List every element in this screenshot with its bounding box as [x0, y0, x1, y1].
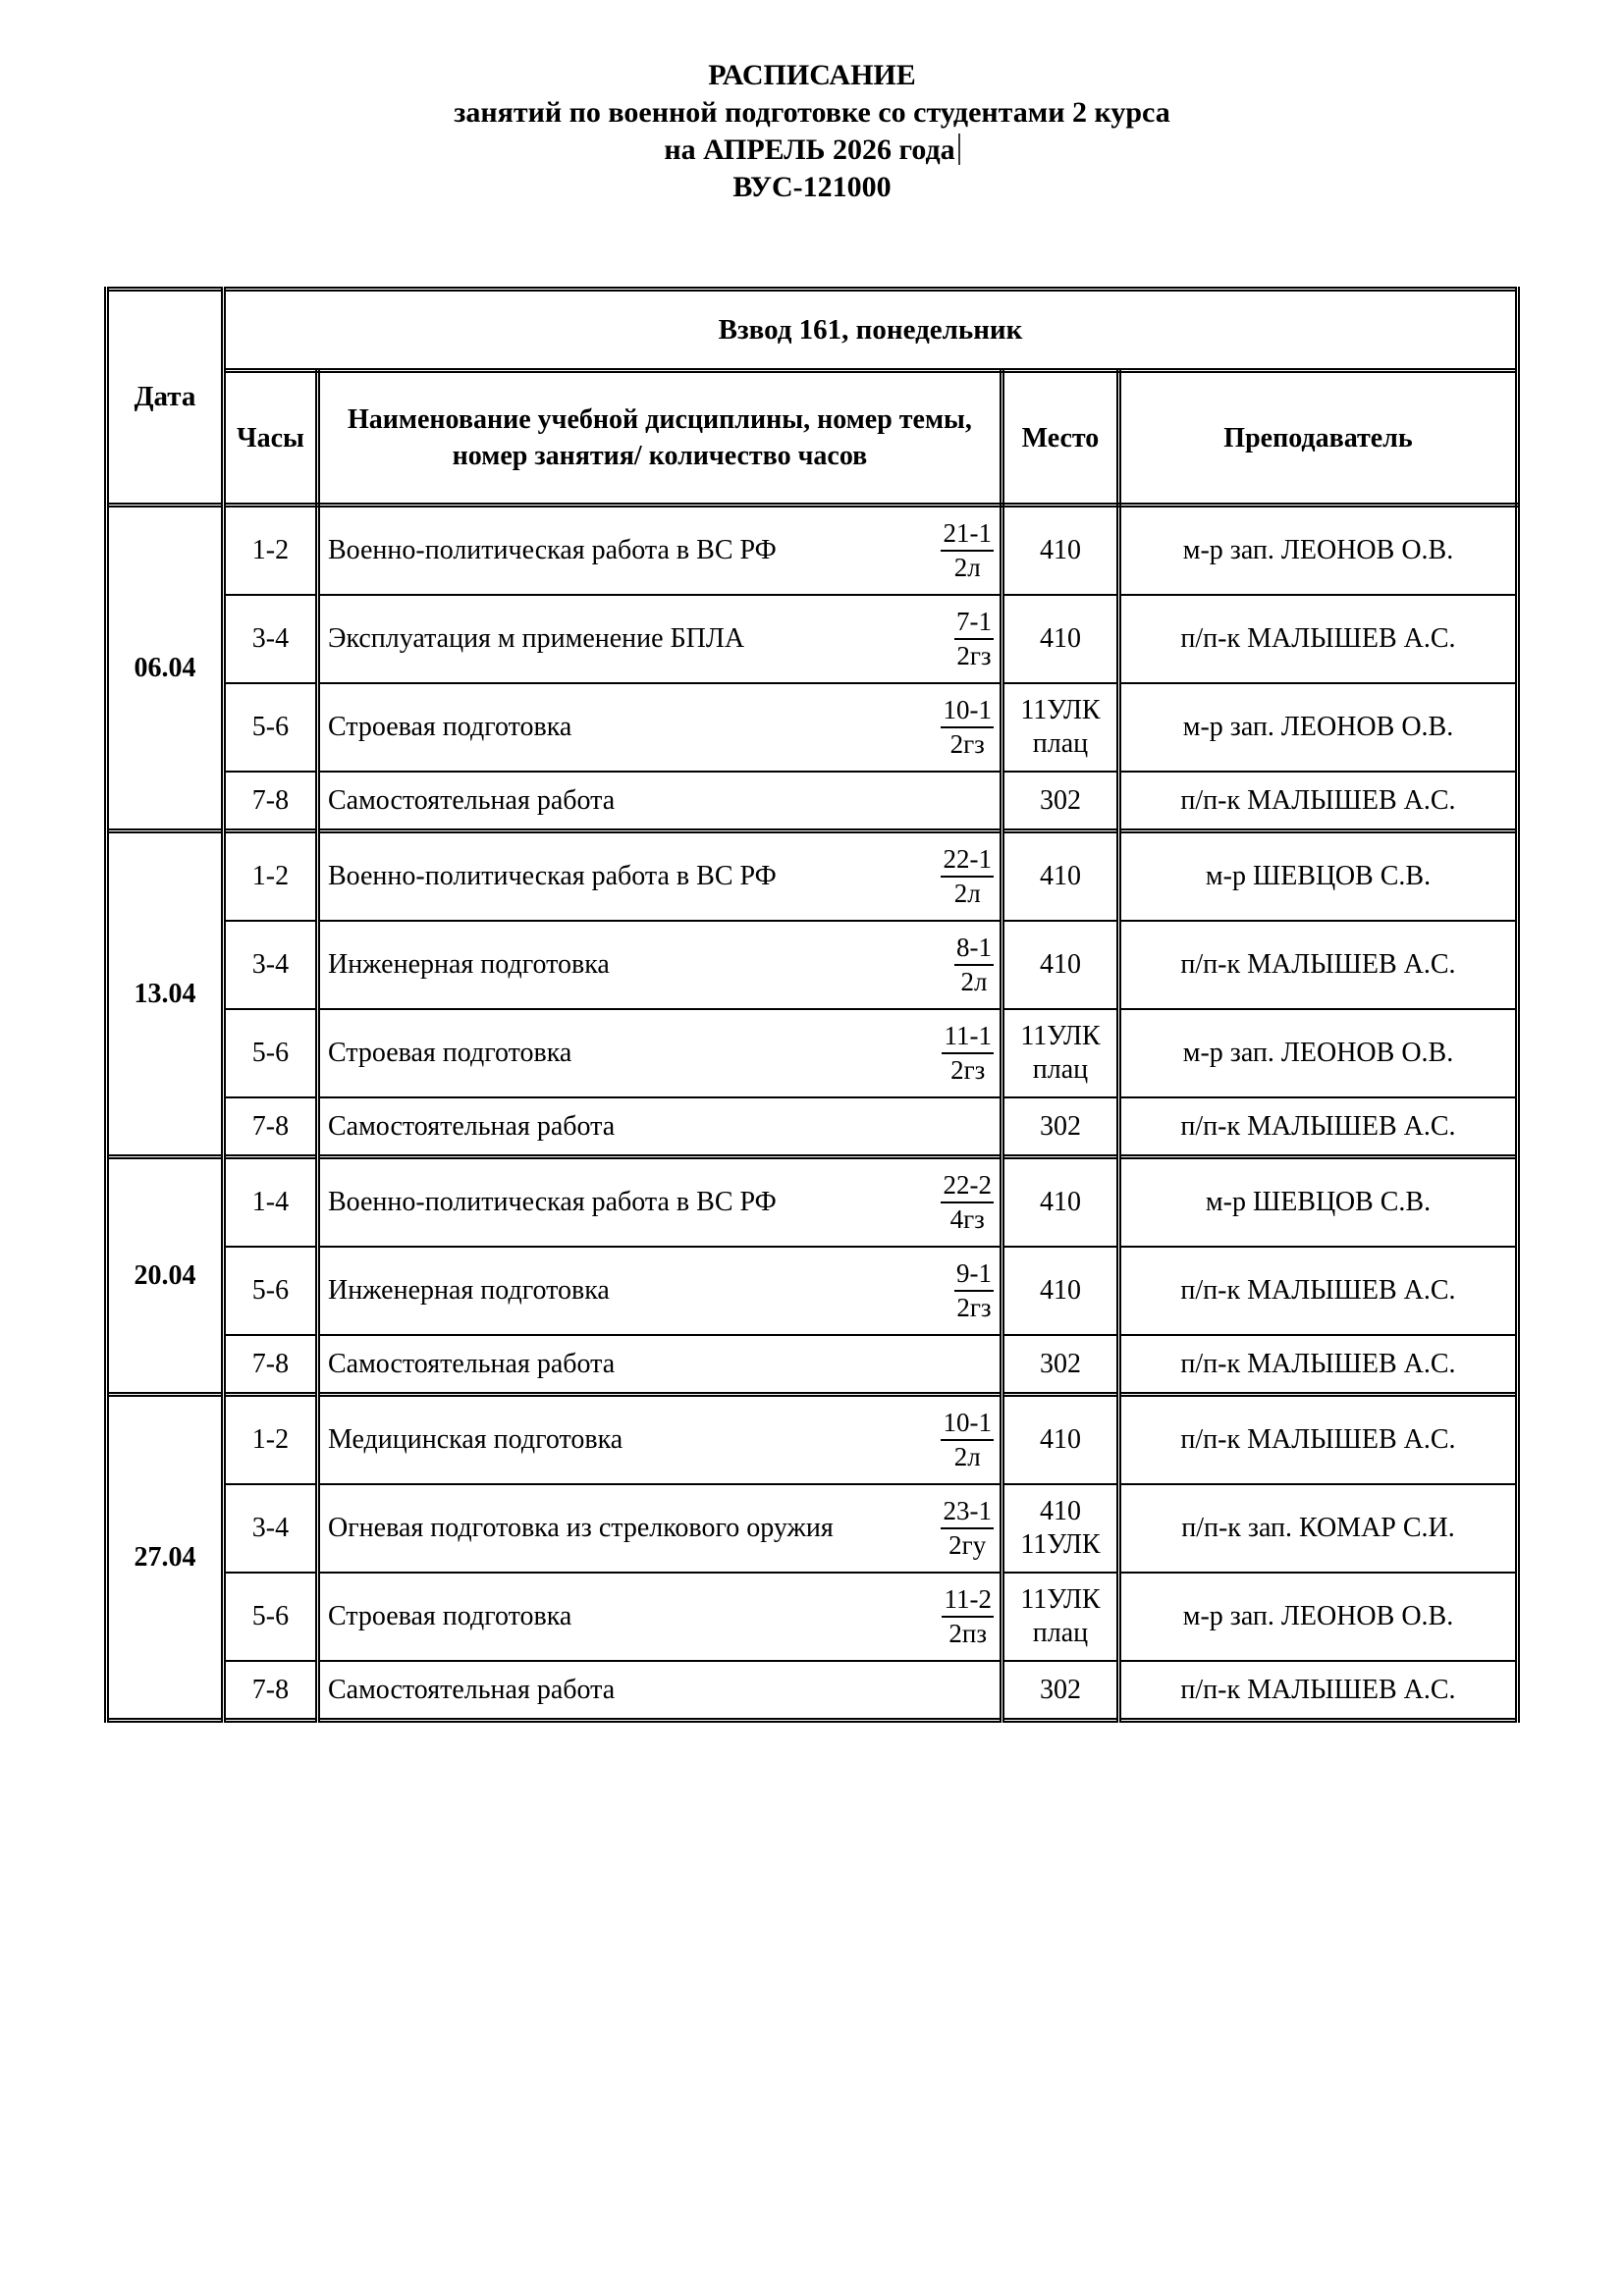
- lesson-count: 2гу: [948, 1530, 987, 1560]
- schedule-table: [104, 287, 1520, 1723]
- topic-fraction: [954, 1258, 994, 1323]
- discipline-name: Строевая подготовка: [327, 1601, 572, 1631]
- table-row: [106, 506, 1517, 596]
- teacher-cell: м-р зап. ЛЕОНОВ О.В.: [1118, 506, 1517, 596]
- topic-fraction: [954, 607, 994, 671]
- header-hours: Часы: [223, 371, 317, 506]
- topic-fraction: [942, 1021, 994, 1086]
- discipline-cell: [317, 595, 1001, 683]
- topic-number: 22-2: [941, 1170, 994, 1203]
- place-cell: [1001, 1573, 1118, 1661]
- discipline-cell: [317, 831, 1001, 922]
- table-row: [106, 1247, 1517, 1335]
- place-line: 410: [1039, 949, 1081, 980]
- discipline-cell: [317, 1484, 1001, 1573]
- place-cell: [1001, 831, 1118, 922]
- table-row: [106, 1661, 1517, 1721]
- teacher-cell: м-р зап. ЛЕОНОВ О.В.: [1118, 1573, 1517, 1661]
- date-cell: 27.04: [106, 1395, 223, 1721]
- topic-number: 11-1: [942, 1021, 994, 1054]
- title-month-text: на АПРЕЛЬ 2026 года: [664, 133, 955, 166]
- table-row: [106, 1573, 1517, 1661]
- place-line: плац: [1032, 728, 1089, 759]
- discipline-cell: [317, 1247, 1001, 1335]
- place-line: 11УЛК: [1020, 1021, 1101, 1051]
- discipline-wrap: [328, 518, 994, 583]
- discipline-cell: [317, 1395, 1001, 1485]
- discipline-wrap: [328, 1674, 994, 1707]
- lesson-count: 2л: [953, 553, 981, 582]
- place-cell: [1001, 506, 1118, 596]
- place-cell: [1001, 683, 1118, 772]
- hours-cell: 3-4: [223, 921, 317, 1009]
- date-cell: 20.04: [106, 1157, 223, 1395]
- table-row: [106, 683, 1517, 772]
- lesson-count: 2гз: [950, 1055, 986, 1085]
- teacher-cell: п/п-к зап. КОМАР С.И.: [1118, 1484, 1517, 1573]
- place-line: 410: [1039, 535, 1081, 565]
- teacher-cell: п/п-к МАЛЫШЕВ А.С.: [1118, 1395, 1517, 1485]
- lesson-count: 2гз: [956, 1293, 992, 1322]
- table-row: [106, 1097, 1517, 1157]
- header-discipline: Наименование учебной дисциплины, номер темы, номер занятия/ количество часов: [317, 371, 1001, 506]
- topic-fraction: [941, 1496, 994, 1561]
- place-line: 410: [1039, 1496, 1081, 1526]
- place-cell: [1001, 1097, 1118, 1157]
- hours-cell: 5-6: [223, 1573, 317, 1661]
- discipline-cell: [317, 921, 1001, 1009]
- discipline-name: Огневая подготовка из стрелкового оружия: [327, 1513, 834, 1543]
- discipline-wrap: [328, 1170, 994, 1235]
- place-line: 11УЛК: [1020, 1584, 1101, 1615]
- discipline-wrap: [328, 1021, 994, 1086]
- discipline-name: Инженерная подготовка: [327, 1275, 610, 1306]
- lesson-count: 2л: [953, 879, 981, 908]
- table-row: [106, 772, 1517, 831]
- discipline-cell: [317, 772, 1001, 831]
- discipline-cell: [317, 1157, 1001, 1248]
- place-cell: [1001, 1335, 1118, 1395]
- place-line: 410: [1039, 1275, 1081, 1306]
- hours-cell: 7-8: [223, 1335, 317, 1395]
- topic-fraction: [941, 695, 994, 760]
- place-line: 11УЛК: [1020, 1529, 1101, 1560]
- discipline-wrap: [328, 933, 994, 997]
- discipline-cell: [317, 1009, 1001, 1097]
- lesson-count: 2гз: [956, 641, 992, 670]
- topic-fraction: [941, 1408, 994, 1472]
- topic-number: 10-1: [941, 1408, 994, 1441]
- date-cell: 06.04: [106, 506, 223, 831]
- hours-cell: 3-4: [223, 1484, 317, 1573]
- place-cell: [1001, 1009, 1118, 1097]
- header-platoon: Взвод 161, понедельник: [223, 290, 1517, 371]
- page-title: РАСПИСАНИЕ: [708, 59, 916, 91]
- discipline-name: Медицинская подготовка: [327, 1424, 623, 1455]
- discipline-name: Эксплуатация м применение БПЛА: [327, 623, 745, 654]
- discipline-cell: [317, 506, 1001, 596]
- place-line: 410: [1039, 861, 1081, 891]
- document-title-block: [0, 0, 1624, 206]
- discipline-wrap: [328, 1258, 994, 1323]
- discipline-wrap: [328, 695, 994, 760]
- place-line: 410: [1039, 1424, 1081, 1455]
- discipline-name: Самостоятельная работа: [327, 1674, 616, 1705]
- table-column-header-row: [106, 371, 1517, 506]
- discipline-wrap: [328, 784, 994, 818]
- discipline-wrap: [328, 607, 994, 671]
- discipline-name: Военно-политическая работа в ВС РФ: [327, 861, 777, 891]
- teacher-cell: м-р зап. ЛЕОНОВ О.В.: [1118, 683, 1517, 772]
- hours-cell: 7-8: [223, 772, 317, 831]
- lesson-count: 2пз: [948, 1619, 988, 1648]
- discipline-wrap: [328, 1110, 994, 1144]
- hours-cell: 5-6: [223, 683, 317, 772]
- title-month-line: [0, 132, 1624, 169]
- hours-cell: 1-2: [223, 831, 317, 922]
- discipline-name: Инженерная подготовка: [327, 949, 610, 980]
- table-row: [106, 1335, 1517, 1395]
- hours-cell: 3-4: [223, 595, 317, 683]
- topic-number: 11-2: [942, 1584, 994, 1618]
- table-row: [106, 595, 1517, 683]
- table-row: [106, 1484, 1517, 1573]
- teacher-cell: п/п-к МАЛЫШЕВ А.С.: [1118, 772, 1517, 831]
- discipline-name: Военно-политическая работа в ВС РФ: [327, 1187, 777, 1217]
- discipline-name: Строевая подготовка: [327, 1038, 572, 1068]
- topic-number: 10-1: [941, 695, 994, 728]
- discipline-name: Самостоятельная работа: [327, 784, 616, 816]
- topic-number: 23-1: [941, 1496, 994, 1529]
- lesson-count: 2л: [953, 1442, 981, 1471]
- hours-cell: 7-8: [223, 1661, 317, 1721]
- discipline-wrap: [328, 1496, 994, 1561]
- discipline-name: Самостоятельная работа: [327, 1110, 616, 1142]
- table-row: [106, 1009, 1517, 1097]
- header-date: Дата: [106, 290, 223, 506]
- topic-fraction: [941, 518, 994, 583]
- table-row: [106, 831, 1517, 922]
- place-line: 302: [1039, 784, 1081, 816]
- table-row: [106, 921, 1517, 1009]
- discipline-wrap: [328, 1348, 994, 1381]
- discipline-name: Самостоятельная работа: [327, 1348, 616, 1379]
- place-line: 302: [1039, 1348, 1081, 1379]
- table-row: [106, 1395, 1517, 1485]
- title-vus-code: ВУС-121000: [732, 171, 892, 203]
- teacher-cell: п/п-к МАЛЫШЕВ А.С.: [1118, 595, 1517, 683]
- topic-number: 7-1: [954, 607, 994, 640]
- hours-cell: 1-2: [223, 1395, 317, 1485]
- title-subtitle: занятий по военной подготовке со студентами 2 курса: [454, 96, 1170, 129]
- discipline-name: Строевая подготовка: [327, 712, 572, 742]
- teacher-cell: п/п-к МАЛЫШЕВ А.С.: [1118, 1247, 1517, 1335]
- hours-cell: 5-6: [223, 1247, 317, 1335]
- topic-fraction: [941, 844, 994, 909]
- discipline-cell: [317, 1097, 1001, 1157]
- place-cell: [1001, 772, 1118, 831]
- place-line: плац: [1032, 1618, 1089, 1648]
- lesson-count: 4гз: [949, 1204, 985, 1234]
- discipline-cell: [317, 683, 1001, 772]
- table-row: [106, 1157, 1517, 1248]
- place-cell: [1001, 595, 1118, 683]
- place-cell: [1001, 921, 1118, 1009]
- place-cell: [1001, 1395, 1118, 1485]
- topic-number: 21-1: [941, 518, 994, 552]
- header-teacher: Преподаватель: [1118, 371, 1517, 506]
- place-line: 302: [1039, 1110, 1081, 1142]
- place-cell: [1001, 1247, 1118, 1335]
- place-cell: [1001, 1157, 1118, 1248]
- place-line: 410: [1039, 1187, 1081, 1217]
- place-line: 11УЛК: [1020, 695, 1101, 725]
- teacher-cell: м-р ШЕВЦОВ С.В.: [1118, 831, 1517, 922]
- discipline-cell: [317, 1335, 1001, 1395]
- hours-cell: 1-4: [223, 1157, 317, 1248]
- topic-fraction: [941, 1170, 994, 1235]
- teacher-cell: п/п-к МАЛЫШЕВ А.С.: [1118, 1335, 1517, 1395]
- place-cell: [1001, 1661, 1118, 1721]
- teacher-cell: п/п-к МАЛЫШЕВ А.С.: [1118, 1097, 1517, 1157]
- place-cell: [1001, 1484, 1118, 1573]
- teacher-cell: п/п-к МАЛЫШЕВ А.С.: [1118, 921, 1517, 1009]
- discipline-wrap: [328, 844, 994, 909]
- topic-number: 22-1: [941, 844, 994, 878]
- topic-fraction: [942, 1584, 994, 1649]
- discipline-cell: [317, 1573, 1001, 1661]
- text-cursor: [958, 133, 960, 165]
- lesson-count: 2л: [960, 967, 988, 996]
- teacher-cell: п/п-к МАЛЫШЕВ А.С.: [1118, 1661, 1517, 1721]
- table-group-header-row: [106, 290, 1517, 371]
- date-cell: 13.04: [106, 831, 223, 1157]
- place-line: плац: [1032, 1054, 1089, 1085]
- hours-cell: 7-8: [223, 1097, 317, 1157]
- discipline-name: Военно-политическая работа в ВС РФ: [327, 535, 777, 565]
- teacher-cell: м-р зап. ЛЕОНОВ О.В.: [1118, 1009, 1517, 1097]
- lesson-count: 2гз: [949, 729, 985, 759]
- header-place: Место: [1001, 371, 1118, 506]
- discipline-cell: [317, 1661, 1001, 1721]
- place-line: 302: [1039, 1674, 1081, 1705]
- hours-cell: 5-6: [223, 1009, 317, 1097]
- teacher-cell: м-р ШЕВЦОВ С.В.: [1118, 1157, 1517, 1248]
- place-line: 410: [1039, 623, 1081, 654]
- topic-fraction: [954, 933, 994, 997]
- topic-number: 9-1: [954, 1258, 994, 1292]
- discipline-wrap: [328, 1584, 994, 1649]
- topic-number: 8-1: [954, 933, 994, 966]
- hours-cell: 1-2: [223, 506, 317, 596]
- discipline-wrap: [328, 1408, 994, 1472]
